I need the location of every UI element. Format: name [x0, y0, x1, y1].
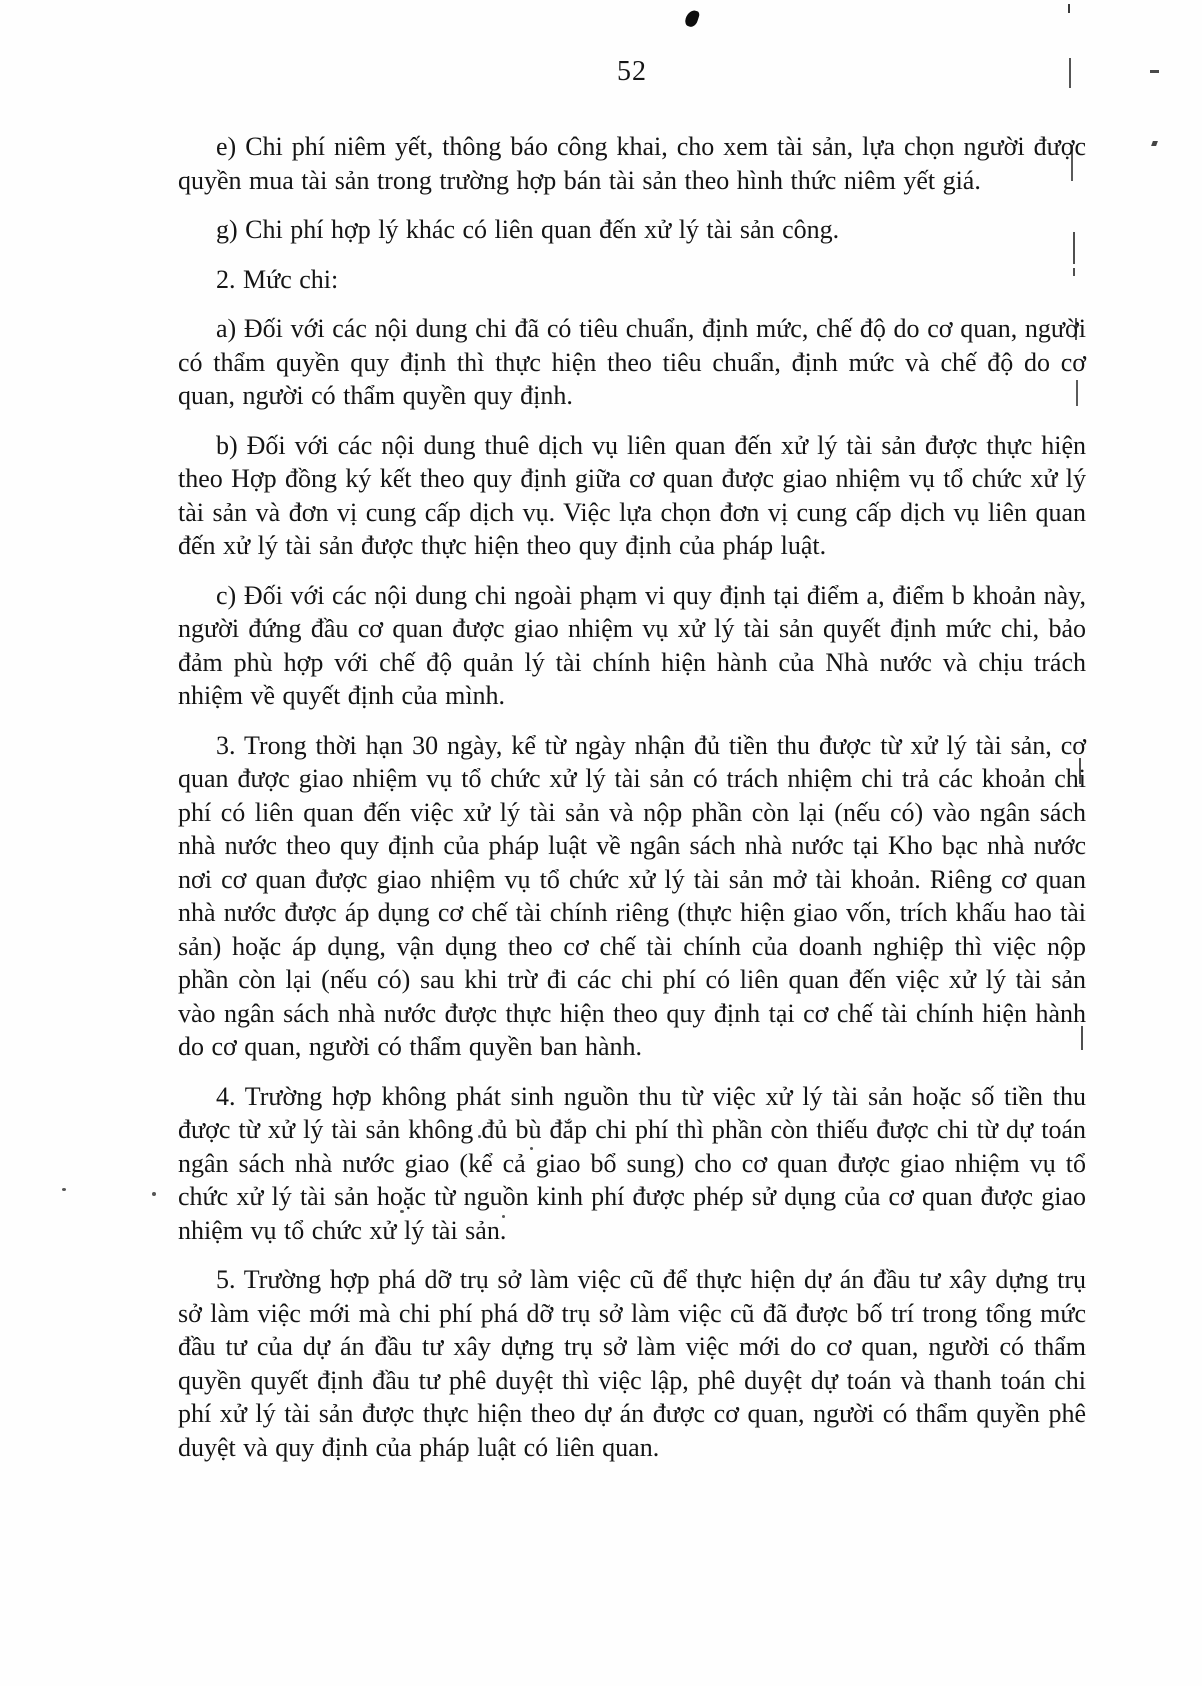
ink-blob-artifact — [684, 9, 701, 29]
paragraph-point-c: c) Đối với các nội dung chi ngoài phạm vi quy định tại điểm a, điểm b khoản này, người đứng đầu cơ quan được giao nhiệm vụ xử lý tài sản quyết định mức chi, bảo đảm phù hợp với chế độ quản lý tài chính hiện hành của Nhà nước và chịu trách nhiệm về quyết định của mình. — [178, 580, 1086, 710]
paragraph-clause-5: 5. Trường hợp phá dỡ trụ sở làm việc cũ để thực hiện dự án đầu tư xây dựng trụ sở làm việc mới mà chi phí phá dỡ trụ sở làm việc cũ đã được bố trí trong tổng mức đầu tư của dự án đầu tư xây dựng trụ sở làm việc mới do cơ quan, người có thẩm quyền quyết định đầu tư phê duyệt thì việc lập, phê duyệt dự toán và thanh toán chi phí xử lý tài sản được thực hiện theo dự án được cơ quan, người có thẩm quyền phê duyệt và quy định của pháp luật có liên quan. — [178, 1265, 1086, 1462]
paragraph-clause-3: 3. Trong thời hạn 30 ngày, kể từ ngày nhận đủ tiền thu được từ xử lý tài sản, cơ quan được giao nhiệm vụ tổ chức xử lý tài sản có trách nhiệm chi trả các khoản chi phí có liên quan đến việc xử lý tài sản và nộp phần còn lại (nếu có) vào ngân sách nhà nước theo quy định của pháp luật về ngân sách nhà nước tại Kho bạc nhà nước nơi cơ quan được giao nhiệm vụ tổ chức xử lý tài sản mở tài khoản. Riêng cơ quan nhà nước được áp dụng cơ chế tài chính riêng (thực hiện giao vốn, trích khấu hao tài sản) hoặc áp dụng, vận dụng theo cơ chế tài chính của doanh nghiệp thì việc nộp phần còn lại (nếu có) sau khi trừ đi các chi phí có liên quan đến việc xử lý tài sản vào ngân sách nhà nước được thực hiện theo quy định tại cơ chế tài chính hiện hành do cơ quan, người có thẩm quyền ban hành. — [178, 730, 1086, 1061]
dust-speck — [152, 1192, 156, 1196]
dust-speck — [62, 1188, 66, 1191]
paragraph-point-b: b) Đối với các nội dung thuê dịch vụ liên quan đến xử lý tài sản được thực hiện theo Hợp đồng ký kết theo quy định giữa cơ quan được giao nhiệm vụ tổ chức xử lý tài sản và đơn vị cung cấp dịch vụ. Việc lựa chọn đơn vị cung cấp dịch vụ liên quan đến xử lý tài sản được thực hiện theo quy định của pháp luật. — [178, 430, 1086, 560]
scan-mark-icon — [1150, 70, 1159, 73]
page-number: 52 — [617, 56, 647, 87]
paragraph-clause-2-heading: 2. Mức chi: — [216, 264, 339, 294]
scan-mark-icon — [1151, 141, 1158, 146]
paragraph-point-a: a) Đối với các nội dung chi đã có tiêu chuẩn, định mức, chế độ do cơ quan, người có thẩm quyền quy định thì thực hiện theo tiêu chuẩn, định mức và chế độ do cơ quan, người có thẩm quyền quy định. — [178, 314, 1086, 410]
paragraph-point-e: e) Chi phí niêm yết, thông báo công khai, cho xem tài sản, lựa chọn người được quyền mua tài sản trong trường hợp bán tài sản theo hình thức niêm yết giá. — [178, 132, 1086, 195]
paragraph-clause-4: 4. Trường hợp không phát sinh nguồn thu từ việc xử lý tài sản hoặc số tiền thu được từ xử lý tài sản không đủ bù đắp chi phí thì phần còn thiếu được chi từ dự toán ngân sách nhà nước giao (kể cả giao bổ sung) cho cơ quan được giao nhiệm vụ tổ chức xử lý tài sản hoặc từ nguồn kinh phí được phép sử dụng của cơ quan được giao nhiệm vụ tổ chức xử lý tài sản. — [178, 1081, 1086, 1245]
scan-mark-icon — [1069, 58, 1071, 88]
document-body — [178, 130, 1086, 1480]
scan-mark-icon — [1068, 4, 1070, 13]
paragraph-point-g: g) Chi phí hợp lý khác có liên quan đến xử lý tài sản công. — [216, 215, 840, 244]
